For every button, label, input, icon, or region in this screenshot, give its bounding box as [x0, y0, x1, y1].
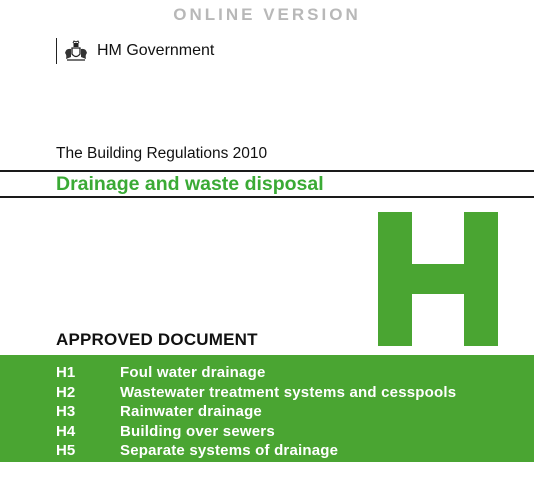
part-code: H1 — [56, 364, 75, 381]
part-item — [0, 422, 534, 442]
hm-government-logo — [56, 38, 214, 64]
document-title: Drainage and waste disposal — [56, 173, 324, 196]
part-item — [0, 363, 534, 383]
bottom-rule — [0, 196, 534, 198]
part-title: Building over sewers — [120, 423, 275, 440]
part-title: Wastewater treatment systems and cesspools — [120, 384, 456, 401]
part-item — [0, 461, 534, 480]
top-rule — [0, 170, 534, 172]
part-item — [0, 441, 534, 461]
part-letter-h — [378, 212, 498, 346]
part-code: H2 — [56, 384, 75, 401]
part-code: H6 — [56, 462, 75, 479]
part-title: Solid waste storage — [120, 462, 265, 479]
part-item — [0, 402, 534, 422]
part-item — [0, 383, 534, 403]
part-title: Separate systems of drainage — [120, 442, 338, 459]
royal-coat-of-arms-icon — [63, 39, 89, 63]
parts-band — [0, 355, 534, 462]
regulations-title: The Building Regulations 2010 — [56, 145, 267, 163]
hm-government-text: HM Government — [97, 42, 214, 60]
part-title: Rainwater drainage — [120, 403, 262, 420]
parts-list — [0, 363, 534, 480]
part-code: H4 — [56, 423, 75, 440]
online-version-label: ONLINE VERSION — [0, 5, 534, 25]
part-title: Foul water drainage — [120, 364, 266, 381]
part-code: H5 — [56, 442, 75, 459]
part-code: H3 — [56, 403, 75, 420]
approved-document-label: APPROVED DOCUMENT — [56, 330, 258, 350]
